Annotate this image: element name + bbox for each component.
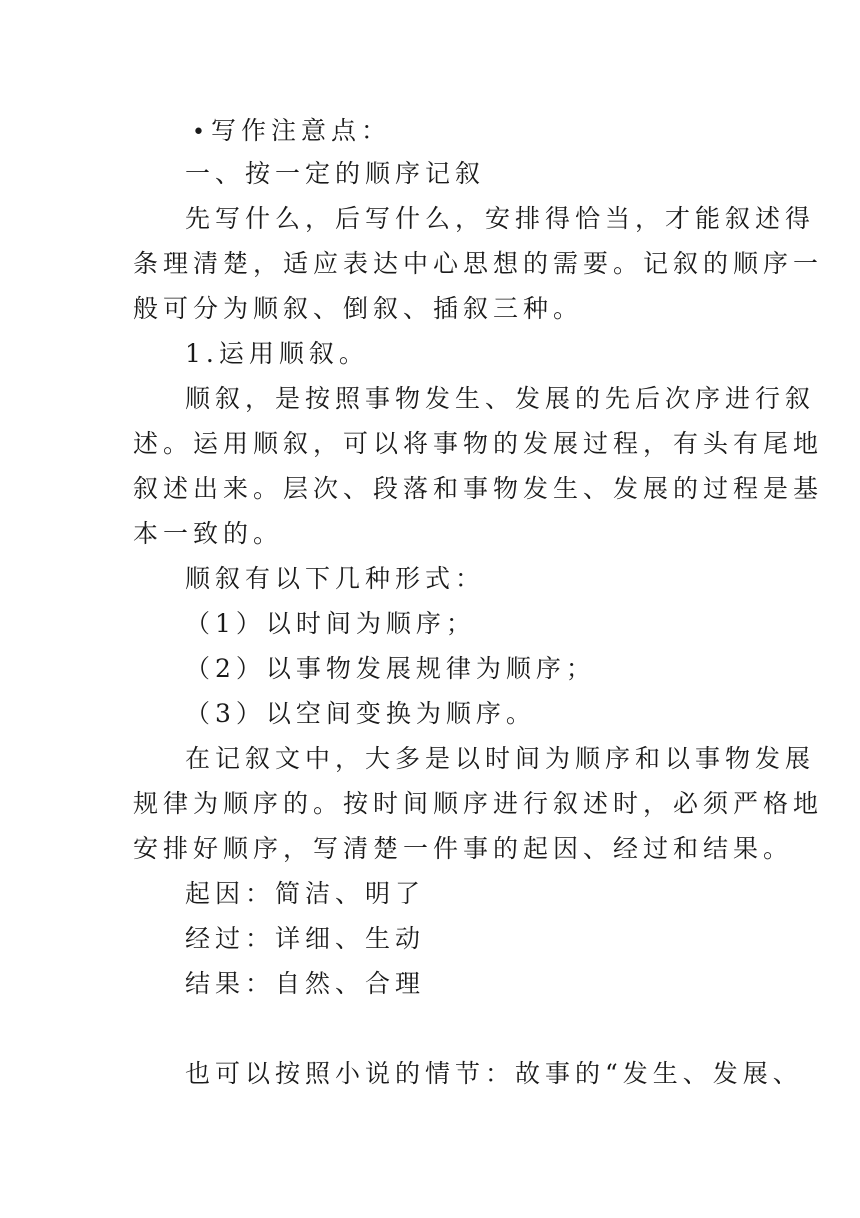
para2-line-3: 叙述出来。层次、段落和事物发生、发展的过程是基 — [133, 474, 824, 503]
para4-line-1: 也可以按照小说的情节：故事的“发生、发展、 — [185, 1059, 803, 1088]
para1-line-3: 般可分为顺叙、倒叙、插叙三种。 — [133, 294, 584, 323]
para3-line-1: 在记叙文中，大多是以时间为顺序和以事物发展 — [185, 744, 816, 773]
para1-line-1: 先写什么，后写什么，安排得恰当，才能叙述得 — [185, 204, 816, 233]
bullet-icon: • — [192, 120, 205, 145]
heading-text: 写作注意点： — [210, 116, 391, 145]
form-item-1: （1）以时间为顺序； — [185, 609, 476, 638]
para2-line-1: 顺叙，是按照事物发生、发展的先后次序进行叙 — [185, 384, 816, 413]
heading-line — [192, 114, 391, 150]
form-item-3: （3）以空间变换为顺序。 — [185, 699, 536, 728]
stage-cause: 起因：简洁、明了 — [185, 879, 426, 908]
para2-line-4: 本一致的。 — [133, 519, 284, 548]
forms-intro: 顺叙有以下几种形式： — [185, 564, 486, 593]
para3-line-3: 安排好顺序，写清楚一件事的起因、经过和结果。 — [133, 834, 794, 863]
stage-process: 经过：详细、生动 — [185, 924, 426, 953]
para1-line-2: 条理清楚，适应表达中心思想的需要。记叙的顺序一 — [133, 249, 824, 278]
para2-line-2: 述。运用顺叙，可以将事物的发展过程，有头有尾地 — [133, 429, 824, 458]
form-item-2: （2）以事物发展规律为顺序； — [185, 654, 596, 683]
stage-result: 结果：自然、合理 — [185, 969, 426, 998]
subheading: 1.运用顺叙。 — [185, 339, 369, 368]
section-title: 一、按一定的顺序记叙 — [185, 159, 486, 188]
para3-line-2: 规律为顺序的。按时间顺序进行叙述时，必须严格地 — [133, 789, 824, 818]
